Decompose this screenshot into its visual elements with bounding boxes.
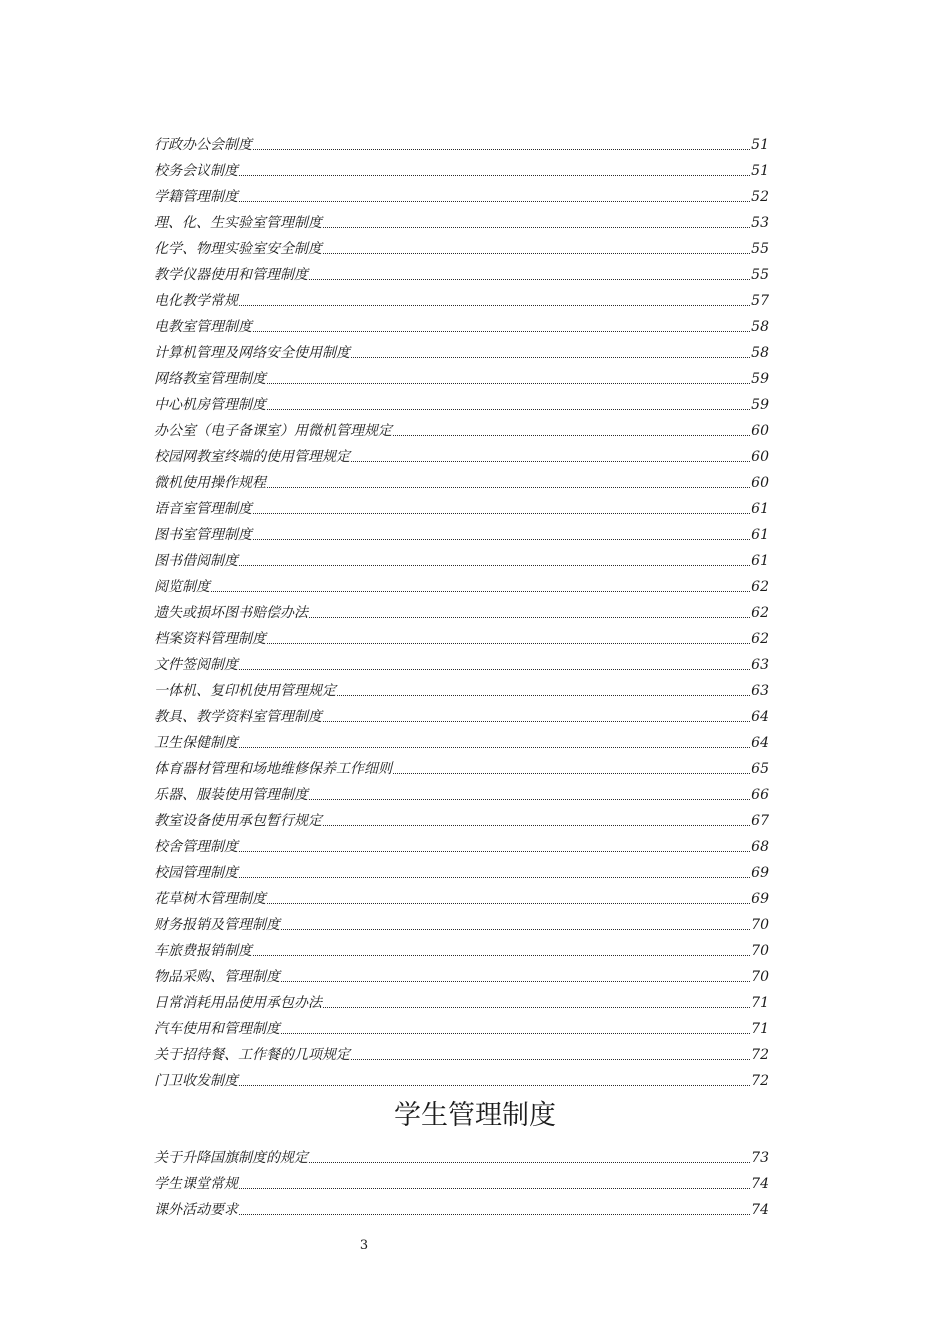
toc-entry-title: 图书借阅制度 bbox=[154, 553, 238, 569]
dot-leader bbox=[393, 435, 750, 436]
dot-leader bbox=[323, 227, 750, 228]
toc-entry-page: 66 bbox=[751, 787, 769, 803]
dot-leader bbox=[239, 669, 750, 670]
toc-entry[interactable] bbox=[154, 622, 769, 648]
dot-leader bbox=[323, 253, 750, 254]
toc-entry-page: 62 bbox=[751, 579, 769, 595]
dot-leader bbox=[281, 929, 750, 930]
dot-leader bbox=[253, 513, 750, 514]
toc-entry-title: 电教室管理制度 bbox=[154, 319, 252, 335]
toc-list-student bbox=[154, 1141, 769, 1219]
toc-entry-page: 70 bbox=[751, 943, 769, 959]
toc-entry-page: 51 bbox=[751, 163, 769, 179]
toc-entry-title: 关于升降国旗制度的规定 bbox=[154, 1150, 308, 1166]
dot-leader bbox=[393, 773, 750, 774]
toc-entry[interactable] bbox=[154, 544, 769, 570]
toc-entry-page: 74 bbox=[751, 1176, 769, 1192]
toc-entry-title: 关于招待餐、工作餐的几项规定 bbox=[154, 1047, 350, 1063]
toc-entry-page: 65 bbox=[751, 761, 769, 777]
dot-leader bbox=[323, 825, 750, 826]
dot-leader bbox=[323, 721, 750, 722]
toc-entry-title: 语音室管理制度 bbox=[154, 501, 252, 517]
toc-entry[interactable] bbox=[154, 1038, 769, 1064]
toc-entry-page: 74 bbox=[751, 1202, 769, 1218]
toc-entry[interactable] bbox=[154, 908, 769, 934]
toc-entry[interactable] bbox=[154, 388, 769, 414]
toc-entry-title: 财务报销及管理制度 bbox=[154, 917, 280, 933]
toc-entry[interactable] bbox=[154, 830, 769, 856]
toc-entry-page: 61 bbox=[751, 527, 769, 543]
toc-entry-title: 理、化、生实验室管理制度 bbox=[154, 215, 322, 231]
toc-entry-page: 71 bbox=[751, 1021, 769, 1037]
toc-entry-page: 60 bbox=[751, 449, 769, 465]
toc-entry[interactable] bbox=[154, 414, 769, 440]
toc-entry-title: 门卫收发制度 bbox=[154, 1073, 238, 1089]
dot-leader bbox=[309, 279, 750, 280]
dot-leader bbox=[267, 409, 750, 410]
toc-entry-page: 51 bbox=[751, 137, 769, 153]
toc-entry-title: 校务会议制度 bbox=[154, 163, 238, 179]
toc-entry[interactable] bbox=[154, 778, 769, 804]
dot-leader bbox=[351, 461, 750, 462]
toc-entry[interactable] bbox=[154, 674, 769, 700]
toc-entry-page: 53 bbox=[751, 215, 769, 231]
toc-entry-page: 52 bbox=[751, 189, 769, 205]
toc-list bbox=[154, 128, 769, 1090]
toc-entry-page: 72 bbox=[751, 1073, 769, 1089]
toc-entry-page: 58 bbox=[751, 345, 769, 361]
toc-entry-title: 学籍管理制度 bbox=[154, 189, 238, 205]
toc-entry-page: 68 bbox=[751, 839, 769, 855]
toc-entry-title: 卫生保健制度 bbox=[154, 735, 238, 751]
dot-leader bbox=[239, 747, 750, 748]
toc-entry-title: 一体机、复印机使用管理规定 bbox=[154, 683, 336, 699]
toc-entry-title: 电化教学常规 bbox=[154, 293, 238, 309]
toc-entry-page: 55 bbox=[751, 241, 769, 257]
toc-entry[interactable] bbox=[154, 1193, 769, 1219]
toc-entry[interactable] bbox=[154, 1012, 769, 1038]
toc-entry-page: 64 bbox=[751, 735, 769, 751]
toc-entry[interactable] bbox=[154, 180, 769, 206]
toc-entry[interactable] bbox=[154, 570, 769, 596]
dot-leader bbox=[253, 149, 750, 150]
toc-entry[interactable] bbox=[154, 232, 769, 258]
dot-leader bbox=[211, 591, 750, 592]
toc-entry-page: 55 bbox=[751, 267, 769, 283]
dot-leader bbox=[253, 331, 750, 332]
toc-entry[interactable] bbox=[154, 492, 769, 518]
toc-entry-title: 校园管理制度 bbox=[154, 865, 238, 881]
toc-entry[interactable] bbox=[154, 1064, 769, 1090]
dot-leader bbox=[239, 175, 750, 176]
toc-entry-page: 63 bbox=[751, 657, 769, 673]
toc-entry-title: 微机使用操作规程 bbox=[154, 475, 266, 491]
dot-leader bbox=[239, 851, 750, 852]
toc-entry-title: 日常消耗用品使用承包办法 bbox=[154, 995, 322, 1011]
dot-leader bbox=[309, 799, 750, 800]
dot-leader bbox=[323, 1007, 750, 1008]
toc-entry-page: 60 bbox=[751, 475, 769, 491]
toc-entry-page: 57 bbox=[751, 293, 769, 309]
dot-leader bbox=[239, 201, 750, 202]
toc-entry-page: 60 bbox=[751, 423, 769, 439]
toc-entry-page: 61 bbox=[751, 501, 769, 517]
toc-entry-title: 中心机房管理制度 bbox=[154, 397, 266, 413]
toc-entry-title: 化学、物理实验室安全制度 bbox=[154, 241, 322, 257]
dot-leader bbox=[309, 1162, 750, 1163]
toc-entry[interactable] bbox=[154, 726, 769, 752]
dot-leader bbox=[281, 1033, 750, 1034]
toc-entry[interactable] bbox=[154, 440, 769, 466]
dot-leader bbox=[239, 1188, 750, 1189]
dot-leader bbox=[351, 357, 750, 358]
toc-entry[interactable] bbox=[154, 336, 769, 362]
toc-entry-page: 70 bbox=[751, 917, 769, 933]
toc-entry[interactable] bbox=[154, 258, 769, 284]
toc-entry[interactable] bbox=[154, 648, 769, 674]
toc-entry-title: 网络教室管理制度 bbox=[154, 371, 266, 387]
toc-entry[interactable] bbox=[154, 154, 769, 180]
toc-entry[interactable] bbox=[154, 752, 769, 778]
toc-entry-title: 行政办公会制度 bbox=[154, 137, 252, 153]
toc-entry[interactable] bbox=[154, 856, 769, 882]
toc-entry-title: 体育器材管理和场地维修保养工作细则 bbox=[154, 761, 392, 777]
dot-leader bbox=[267, 383, 750, 384]
toc-entry-title: 学生课堂常规 bbox=[154, 1176, 238, 1192]
dot-leader bbox=[281, 981, 750, 982]
dot-leader bbox=[253, 539, 750, 540]
toc-entry[interactable] bbox=[154, 362, 769, 388]
toc-entry-title: 乐器、服装使用管理制度 bbox=[154, 787, 308, 803]
toc-entry-title: 图书室管理制度 bbox=[154, 527, 252, 543]
toc-entry-page: 73 bbox=[751, 1150, 769, 1166]
toc-entry[interactable] bbox=[154, 960, 769, 986]
dot-leader bbox=[309, 617, 750, 618]
toc-entry-page: 62 bbox=[751, 605, 769, 621]
dot-leader bbox=[351, 1059, 750, 1060]
toc-entry-title: 教室设备使用承包暂行规定 bbox=[154, 813, 322, 829]
toc-entry[interactable] bbox=[154, 934, 769, 960]
toc-entry[interactable] bbox=[154, 310, 769, 336]
toc-entry-page: 59 bbox=[751, 371, 769, 387]
dot-leader bbox=[267, 643, 750, 644]
toc-entry-title: 教学仪器使用和管理制度 bbox=[154, 267, 308, 283]
toc-entry[interactable] bbox=[154, 882, 769, 908]
toc-entry-title: 计算机管理及网络安全使用制度 bbox=[154, 345, 350, 361]
toc-entry-page: 61 bbox=[751, 553, 769, 569]
toc-entry-title: 汽车使用和管理制度 bbox=[154, 1021, 280, 1037]
dot-leader bbox=[253, 955, 750, 956]
toc-entry-title: 课外活动要求 bbox=[154, 1202, 238, 1218]
toc-entry-title: 车旅费报销制度 bbox=[154, 943, 252, 959]
toc-entry-page: 72 bbox=[751, 1047, 769, 1063]
toc-entry[interactable] bbox=[154, 1167, 769, 1193]
dot-leader bbox=[239, 305, 750, 306]
toc-entry-page: 58 bbox=[751, 319, 769, 335]
toc-entry-title: 文件签阅制度 bbox=[154, 657, 238, 673]
dot-leader bbox=[267, 903, 750, 904]
toc-entry[interactable] bbox=[154, 1141, 769, 1167]
dot-leader bbox=[267, 487, 750, 488]
dot-leader bbox=[239, 1214, 750, 1215]
toc-entry-title: 花草树木管理制度 bbox=[154, 891, 266, 907]
toc-entry[interactable] bbox=[154, 466, 769, 492]
toc-entry-title: 档案资料管理制度 bbox=[154, 631, 266, 647]
toc-entry-page: 67 bbox=[751, 813, 769, 829]
toc-entry-title: 物品采购、管理制度 bbox=[154, 969, 280, 985]
toc-entry-title: 教具、教学资料室管理制度 bbox=[154, 709, 322, 725]
toc-entry[interactable] bbox=[154, 596, 769, 622]
dot-leader bbox=[337, 695, 750, 696]
dot-leader bbox=[239, 1085, 750, 1086]
toc-entry-page: 71 bbox=[751, 995, 769, 1011]
toc-entry-page: 62 bbox=[751, 631, 769, 647]
toc-entry-page: 69 bbox=[751, 891, 769, 907]
dot-leader bbox=[239, 565, 750, 566]
toc-entry-page: 69 bbox=[751, 865, 769, 881]
toc-entry-title: 校舍管理制度 bbox=[154, 839, 238, 855]
toc-entry[interactable] bbox=[154, 986, 769, 1012]
toc-entry[interactable] bbox=[154, 700, 769, 726]
toc-entry-page: 64 bbox=[751, 709, 769, 725]
page-number: 3 bbox=[359, 1238, 369, 1253]
toc-entry-title: 遗失或损坏图书赔偿办法 bbox=[154, 605, 308, 621]
toc-entry[interactable] bbox=[154, 284, 769, 310]
toc-entry[interactable] bbox=[154, 128, 769, 154]
toc-entry-page: 70 bbox=[751, 969, 769, 985]
dot-leader bbox=[239, 877, 750, 878]
toc-entry-title: 校园网教室终端的使用管理规定 bbox=[154, 449, 350, 465]
toc-entry[interactable] bbox=[154, 206, 769, 232]
toc-entry-title: 阅览制度 bbox=[154, 579, 210, 595]
toc-entry[interactable] bbox=[154, 804, 769, 830]
toc-entry-title: 办公室（电子备课室）用微机管理规定 bbox=[154, 423, 392, 439]
section-heading: 学生管理制度 bbox=[394, 1100, 556, 1131]
toc-entry[interactable] bbox=[154, 518, 769, 544]
toc-entry-page: 63 bbox=[751, 683, 769, 699]
toc-entry-page: 59 bbox=[751, 397, 769, 413]
